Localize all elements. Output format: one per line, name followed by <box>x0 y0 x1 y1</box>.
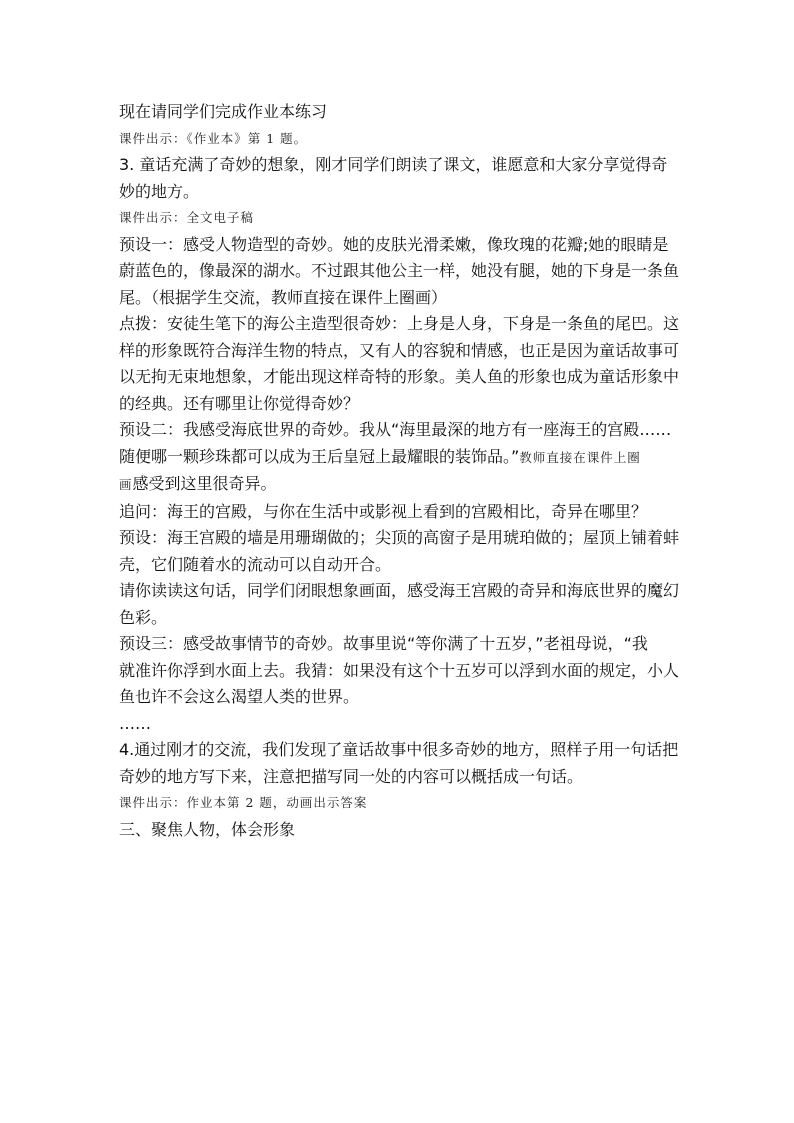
courseware-note: 课件出示：《作业本》第 1 题。 <box>119 130 308 146</box>
text-line: 预设二：我感受海底世界的奇妙。我从“海里最深的地方有一座海王的宫殿…… <box>119 420 672 439</box>
text-line: 奇妙的地方写下来，注意把描写同一处的内容可以概括成一句话。 <box>119 766 584 786</box>
text-line: 色彩。 <box>119 607 168 627</box>
text-line: 尾。（根据学生交流，教师直接在课件上圈画） <box>119 287 448 307</box>
text-line: 点拨：安徒生笔下的海公主造型很奇妙：上身是人身，下身是一条鱼的尾巴。这 <box>119 314 680 333</box>
ellipsis-line: …… <box>119 713 151 733</box>
courseware-note: 课件出示：作业本第 2 题，动画出示答案 <box>119 795 368 810</box>
text-line: 鱼也许不会这么渴望人类的世界。 <box>119 687 360 706</box>
courseware-note: 课件出示：全文电子稿 <box>119 210 255 225</box>
text-line: 预设一：感受人物造型的奇妙。她的皮肤光滑柔嫩，像玫瑰的花瓣;她的眼睛是 <box>119 234 669 254</box>
text-line: 壳，它们随着水的流动可以自动开合。 <box>119 554 392 574</box>
text-line: 样的形象既符合海洋生物的特点，又有人的容貌和情感，也正是因为童话故事可 <box>119 340 680 360</box>
text-line: 蔚蓝色的，像最深的湖水。不过跟其他公主一样，她没有腿，她的下身是一条鱼 <box>119 261 680 280</box>
text-line <box>119 471 684 499</box>
text-line: 3. 童话充满了奇妙的想象，刚才同学们朗读了课文，谁愿意和大家分享觉得奇 <box>119 155 668 174</box>
text-segment: 随便哪一颗珍珠都可以成为王后皇冠上最耀眼的装饰品。” <box>119 446 520 466</box>
section-heading: 三、聚焦人物，体会形象 <box>119 819 296 839</box>
text-line: 追问：海王的宫殿，与你在生活中或影视上看到的宫殿相比，奇异在哪里？ <box>119 501 648 521</box>
text-line: 预设三：感受故事情节的奇妙。故事里说“等你满了十五岁，”老祖母说，“我 <box>119 634 648 653</box>
text-line: 就准许你浮到水面上去。我猜：如果没有这个十五岁可以浮到水面的规定，小人 <box>119 660 680 680</box>
text-line: 请你读读这句话，同学们闭眼想象画面，感受海王宫殿的奇异和海底世界的魔幻 <box>119 581 680 600</box>
teacher-note: 画 <box>119 477 133 492</box>
text-line: 妙的地方。 <box>119 181 200 201</box>
text-segment: 感受到这里很奇异。 <box>132 474 277 493</box>
text-line: 的经典。还有哪里让你觉得奇妙？ <box>119 393 360 413</box>
text-line <box>119 444 684 472</box>
text-line: 以无拘无束地想象，才能出现这样奇特的形象。美人鱼的形象也成为童话形象中 <box>119 367 680 386</box>
text-line: 预设：海王宫殿的墙是用珊瑚做的；尖顶的高窗子是用琥珀做的；屋顶上铺着蚌 <box>119 528 680 547</box>
text-line: 4.通过刚才的交流，我们发现了童话故事中很多奇妙的地方，照样子用一句话把 <box>119 740 679 759</box>
text-line: 现在请同学们完成作业本练习 <box>119 102 328 121</box>
document-body <box>119 99 684 843</box>
teacher-note: 教师直接在课件上圈 <box>519 449 641 465</box>
